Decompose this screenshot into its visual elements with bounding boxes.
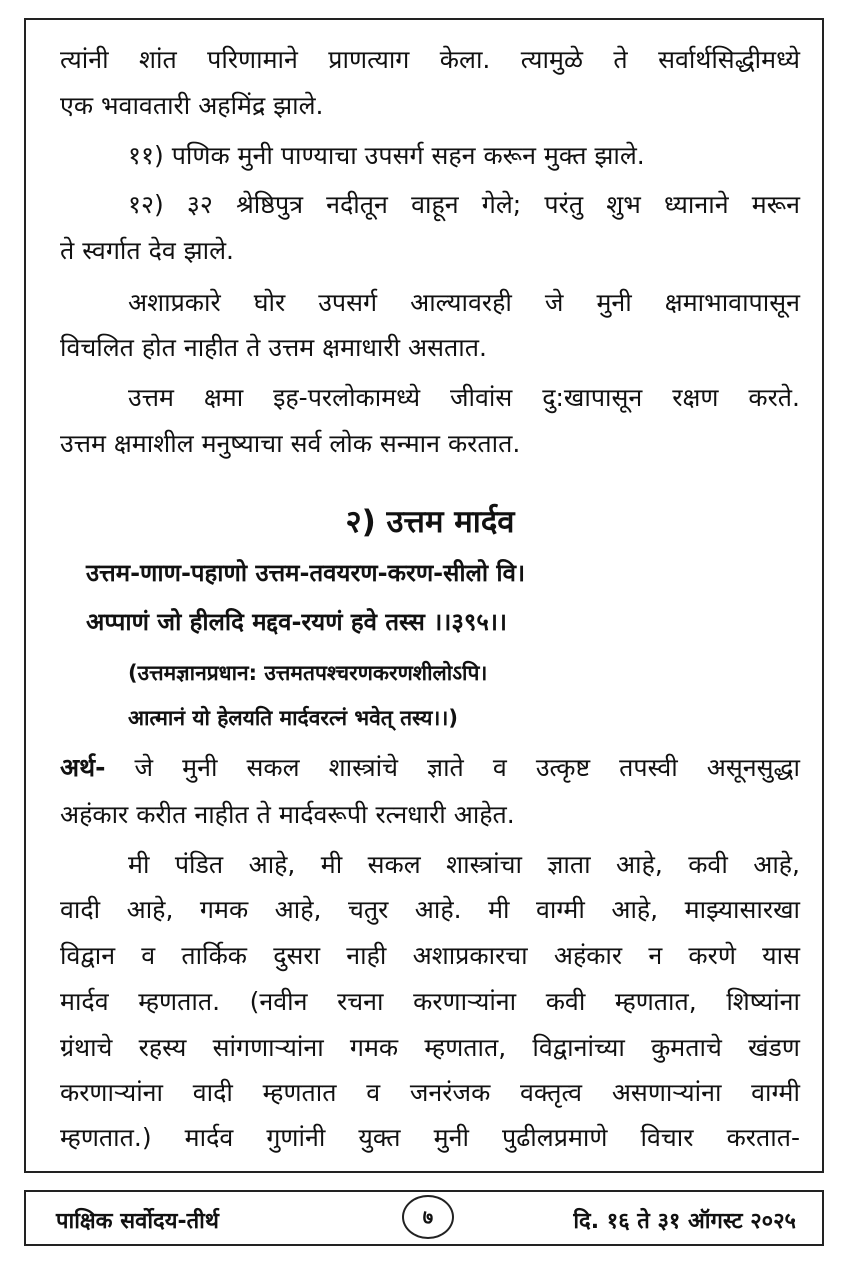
verse-line: अप्पाणं जो हीलदि मद्दव-रयणं हवे तस्स ।।३९५।। (86, 608, 508, 636)
verse-sanskrit-line: (उत्तमज्ञानप्रधान: उत्तमतपश्चरणकरणशीलोऽपि। (128, 661, 488, 685)
meaning-text: जे मुनी सकल शास्त्रांचे ज्ञाते व उत्कृष्ट तपस्वी असूनसुद्धा (105, 753, 800, 782)
meaning-label: अर्थ- (60, 753, 106, 782)
meaning-line (60, 752, 800, 784)
text-line: म्हणतात.) मार्दव गुणांनी युक्त मुनी पुढीलप्रमाणे विचार करतात- (60, 1123, 800, 1152)
issue-date: दि. १६ ते ३१ ऑगस्ट २०२५ (573, 1209, 796, 1234)
text-line: ग्रंथाचे रहस्य सांगणाऱ्यांना गमक म्हणतात, विद्वानांच्या कुमताचे खंडण (60, 1033, 800, 1062)
text-line: करणाऱ्यांना वादी म्हणतात व जनरंजक वक्तृत्व असणाऱ्यांना वाग्मी (60, 1078, 800, 1107)
text-line: विद्वान व तार्किक दुसरा नाही अशाप्रकारचा अहंकार न करणे यास (60, 941, 800, 970)
text-line: विचलित होत नाहीत ते उत्तम क्षमाधारी असतात. (60, 333, 487, 362)
verse-sanskrit-line: आत्मानं यो हेलयति मार्दवरत्नं भवेत् तस्य।।) (128, 706, 458, 730)
text-line: ते स्वर्गात देव झाले. (60, 236, 234, 265)
page-footer (24, 1190, 824, 1246)
text-line: अहंकार करीत नाहीत ते मार्दवरूपी रत्नधारी आहेत. (60, 800, 515, 829)
publication-name: पाक्षिक सर्वोदय-तीर्थ (56, 1209, 219, 1234)
verse-line: उत्तम-णाण-पहाणो उत्तम-तवयरण-करण-सीलो वि। (86, 559, 526, 587)
text-line: उत्तम क्षमा इह-परलोकामध्ये जीवांस दु:खापासून रक्षण करते. (128, 383, 800, 412)
text-line: मी पंडित आहे, मी सकल शास्त्रांचा ज्ञाता आहे, कवी आहे, (128, 850, 800, 879)
text-line: १२) ३२ श्रेष्ठिपुत्र नदीतून वाहून गेले; परंतु शुभ ध्यानाने मरून (128, 190, 800, 219)
text-line: त्यांनी शांत परिणामाने प्राणत्याग केला. त्यामुळे ते सर्वार्थसिद्धीमध्ये (60, 45, 800, 74)
page-number: ७ (402, 1195, 454, 1239)
text-line: मार्दव म्हणतात. (नवीन रचना करणाऱ्यांना कवी म्हणतात, शिष्यांना (60, 987, 800, 1016)
text-line: एक भवावतारी अहमिंद्र झाले. (60, 91, 324, 120)
section-heading: २) उत्तम मार्दव (345, 504, 515, 540)
text-line: अशाप्रकारे घोर उपसर्ग आल्यावरही जे मुनी क्षमाभावापासून (128, 288, 800, 317)
text-line: उत्तम क्षमाशील मनुष्याचा सर्व लोक सन्मान करतात. (60, 429, 521, 458)
text-line: ११) पणिक मुनी पाण्याचा उपसर्ग सहन करून मुक्त झाले. (128, 141, 645, 170)
text-line: वादी आहे, गमक आहे, चतुर आहे. मी वाग्मी आहे, माझ्यासारखा (60, 895, 800, 924)
